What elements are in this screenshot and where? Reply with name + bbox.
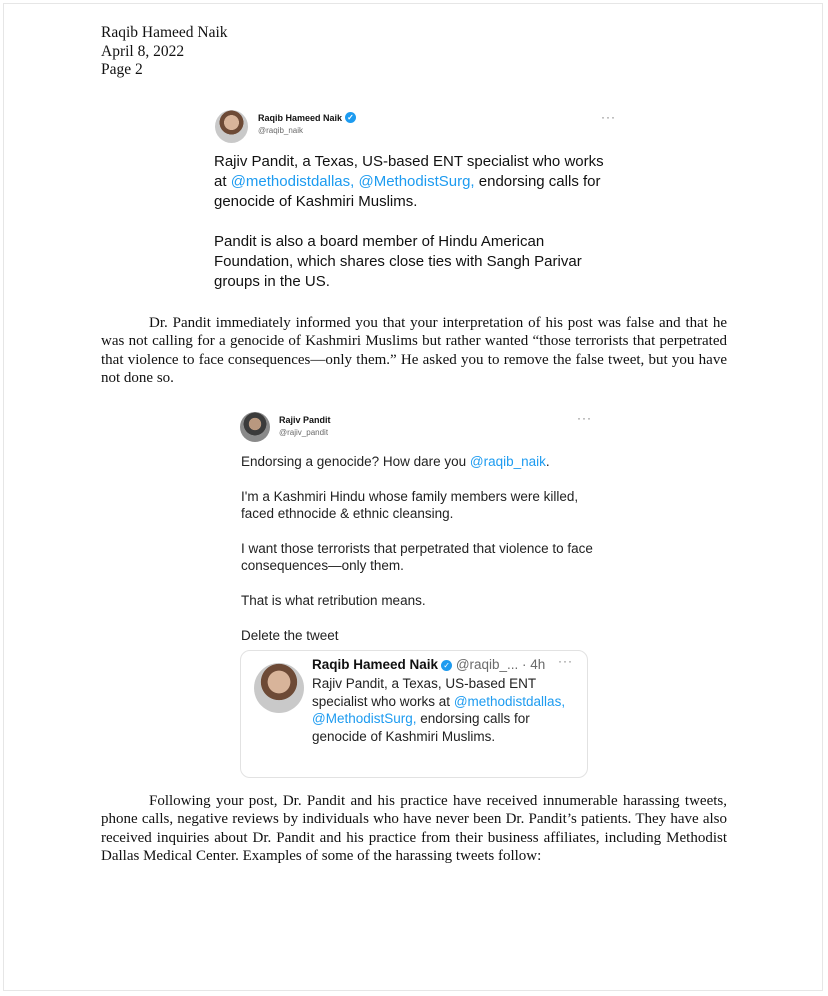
verified-badge-icon: ✓ <box>345 112 356 123</box>
tweet-paragraph: Rajiv Pandit, a Texas, US-based ENT specialist who works at @methodistdallas, @MethodistSurg, endorsing calls for genocide of Kashmiri Muslims. <box>214 153 604 210</box>
body-paragraph: Following your post, Dr. Pandit and his practice have received innumerable harassing tweets, phone calls, negative reviews by individuals who have never been Dr. Pandit’s patients. They have also received inquiries about Dr. Pandit and his practice from their business affiliates, including Methodist Dallas Medical Center. Examples of some of the harassing tweets follow: <box>101 793 727 864</box>
tweet-paragraph: Pandit is also a board member of Hindu American Foundation, which shares close ties with Sangh Parivar groups in the US. <box>214 233 582 290</box>
tweet-paragraph: I want those terrorists that perpetrated that violence to face consequences—only them. <box>241 541 593 573</box>
tweet-body <box>241 453 601 662</box>
avatar <box>254 663 304 713</box>
more-options-icon: ··· <box>601 110 616 124</box>
tweet-body <box>214 152 619 312</box>
header-name: Raqib Hameed Naik <box>101 24 228 41</box>
letter-header <box>101 24 228 80</box>
embedded-tweet-naik <box>205 100 625 298</box>
verified-badge-icon: ✓ <box>441 660 452 671</box>
tweet-paragraph: That is what retribution means. <box>241 593 426 608</box>
tweet-handle: @raqib_naik <box>258 126 304 135</box>
quoted-tweet-header <box>312 657 545 672</box>
tweet-author: Raqib Hameed Naik ✓ <box>258 112 356 123</box>
quoted-meta: @raqib_... · 4h <box>455 657 546 672</box>
more-options-icon: ··· <box>577 411 592 425</box>
tweet-paragraph: Delete the tweet <box>241 628 339 643</box>
header-page: Page 2 <box>101 61 143 78</box>
mention-link: @raqib_naik <box>469 454 546 469</box>
more-options-icon: ··· <box>558 654 573 668</box>
quoted-tweet-body: Rajiv Pandit, a Texas, US-based ENT specialist who works at @methodistdallas, @MethodistSurg, endorsing calls for genocide of Kashmiri Muslims. <box>312 676 566 744</box>
quoted-author: Raqib Hameed Naik <box>312 657 439 672</box>
tweet-author: Rajiv Pandit <box>279 415 331 425</box>
mention-link: @methodistdallas, @MethodistSurg, <box>312 693 566 726</box>
avatar <box>215 110 248 143</box>
embedded-tweet-pandit <box>232 405 602 785</box>
body-paragraph: Dr. Pandit immediately informed you that your interpretation of his post was false and that he was not calling for a genocide of Kashmiri Muslims but rather wanted “those terrorists that perpetrated that violence to face consequences—only them.” He asked you to remove the false tweet, but you have not done so. <box>101 315 727 386</box>
header-date: April 8, 2022 <box>101 42 185 60</box>
tweet-handle: @rajiv_pandit <box>279 428 329 437</box>
tweet-paragraph: Endorsing a genocide? How dare you @raqib_naik. <box>241 454 550 469</box>
tweet-paragraph: I'm a Kashmiri Hindu whose family members were killed, faced ethnocide & ethnic cleansing. <box>241 489 579 521</box>
mention-link: @methodistdallas, @MethodistSurg, <box>230 173 475 190</box>
avatar <box>240 412 270 442</box>
